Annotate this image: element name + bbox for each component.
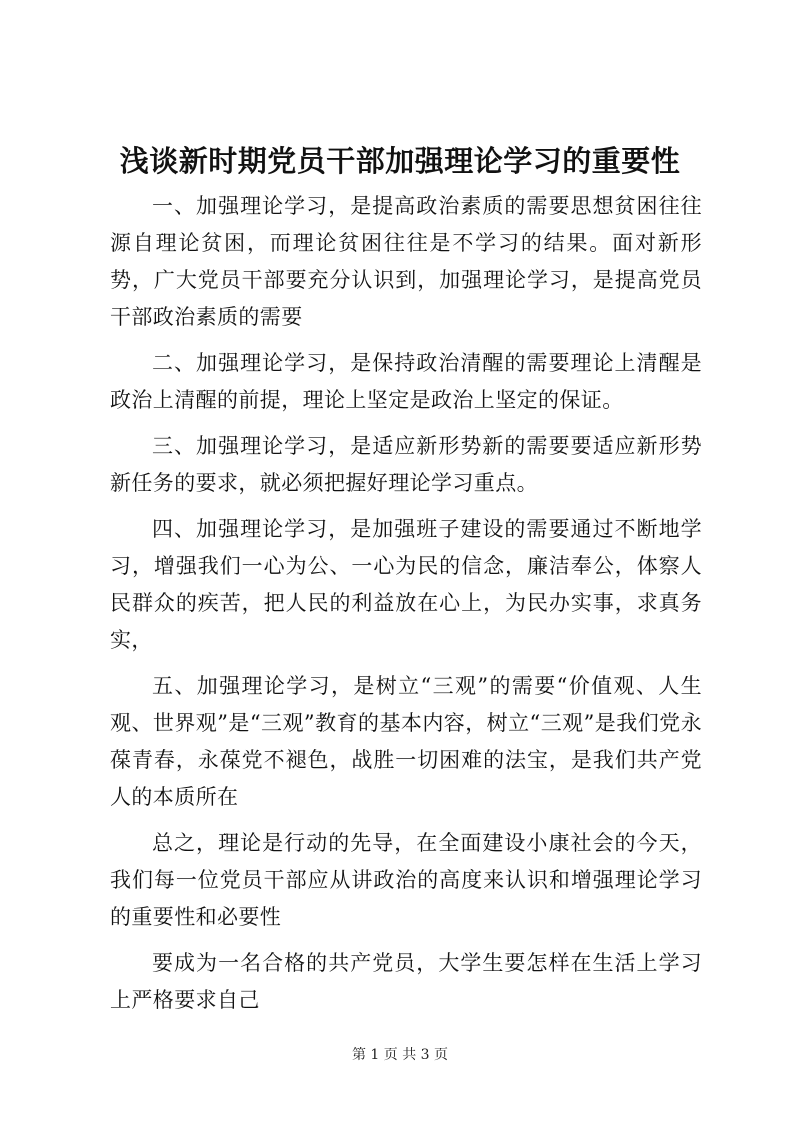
paragraph-6: 总之，理论是行动的先导，在全面建设小康社会的今天，我们每一位党员干部应从讲政治的高度来认识和增强理论学习的重要性和必要性	[110, 831, 702, 929]
document-body	[110, 188, 702, 1028]
paragraph-5: 五、加强理论学习，是树立“三观”的需要“价值观、人生观、世界观”是“三观”教育的基本内容，树立“三观”是我们党永葆青春，永葆党不褪色，战胜一切困难的法宝，是我们共产党人的本质所在	[110, 674, 702, 809]
paragraph-1: 一、加强理论学习，是提高政治素质的需要思想贫困往往源自理论贫困，而理论贫困往往是不学习的结果。面对新形势，广大党员干部要充分认识到，加强理论学习，是提高党员干部政治素质的需要	[110, 194, 702, 329]
paragraph-2: 二、加强理论学习，是保持政治清醒的需要理论上清醒是政治上清醒的前提，理论上坚定是政治上坚定的保证。	[110, 351, 702, 412]
page-number-footer: 第 1 页 共 3 页	[351, 1047, 449, 1063]
document-title: 浅谈新时期党员干部加强理论学习的重要性	[119, 144, 681, 178]
paragraph-3: 三、加强理论学习，是适应新形势新的需要要适应新形势新任务的要求，就必须把握好理论学习重点。	[110, 434, 702, 495]
paragraph-7: 要成为一名合格的共产党员，大学生要怎样在生活上学习上严格要求自己	[110, 951, 702, 1012]
paragraph-4: 四、加强理论学习，是加强班子建设的需要通过不断地学习，增强我们一心为公、一心为民的信念，廉洁奉公，体察人民群众的疾苦，把人民的利益放在心上，为民办实事，求真务实，	[110, 517, 702, 652]
